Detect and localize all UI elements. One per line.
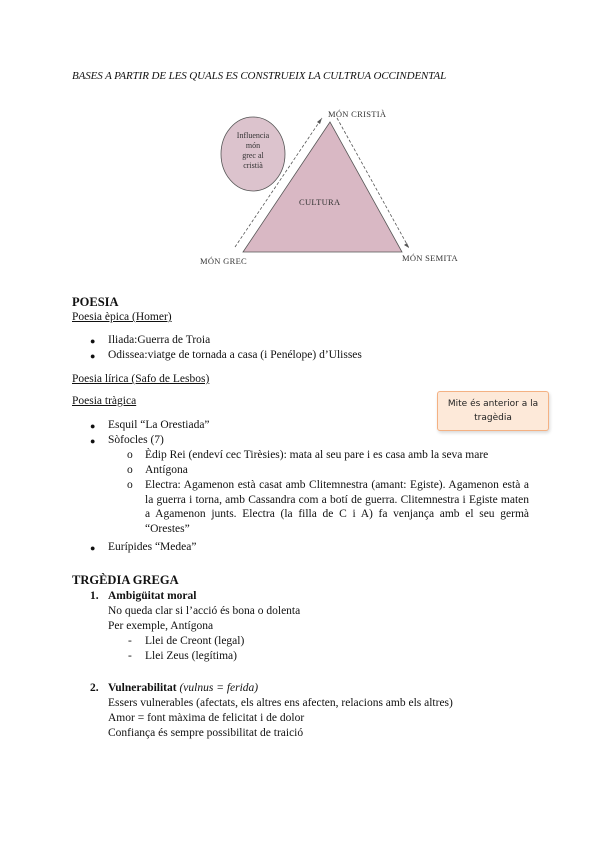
sub-bullet-o: o: [127, 479, 133, 491]
epica-item-odissea: Odissea:viatge de tornada a casa (i Penélope) d’Ulisses: [108, 349, 362, 361]
dash-bullet: -: [128, 650, 132, 662]
item2-line: Amor = font màxima de felicitat i de dolor: [108, 712, 305, 724]
dash-bullet: -: [128, 635, 132, 647]
item2-line: Essers vulnerables (afectats, els altres ens afecten, relacions amb els altres): [108, 697, 453, 709]
right-arrow-head: [404, 243, 409, 248]
poesia-heading: POESIA: [72, 295, 119, 309]
left-arrow-head: [317, 118, 322, 124]
sofocles-electra: Electra: Agamenon està casat amb Clitemnestra (amant: Egiste). Agamenon està a la guerra i torna, amb Cassandra com a botí de guerra. Clitemnestra i Egiste maten a Agamenon junts. Electra (la filla de C i A) fa venjança amb el seu germà “Orestes”: [145, 479, 529, 535]
label-cultura: CULTURA: [299, 197, 341, 207]
bullet-dot: ●: [90, 351, 96, 361]
tragica-sofocles: Sòfocles (7): [108, 434, 164, 446]
item2-note: (vulnus = ferida): [179, 682, 259, 694]
item2-number: 2.: [90, 682, 99, 694]
culture-diagram: [195, 105, 475, 270]
item1-dash: Llei Zeus (legítima): [145, 650, 237, 662]
bullet-dot: ●: [90, 436, 96, 446]
tragedia-heading: TRGÈDIA GREGA: [72, 573, 179, 587]
item1-title: Ambigüitat moral: [108, 590, 197, 602]
sub-bullet-o: o: [127, 464, 133, 476]
poesia-lirica-label: Poesia lírica (Safo de Lesbos): [72, 373, 210, 385]
item2-title: Vulnerabilitat: [108, 682, 177, 694]
item2-heading: [108, 681, 258, 696]
poesia-epica-label: Poesia èpica (Homer): [72, 311, 172, 323]
sofocles-edip: Èdip Rei (endeví cec Tirèsies): mata al seu pare i es casa amb la seva mare: [145, 449, 489, 461]
bullet-dot: ●: [90, 336, 96, 346]
poesia-tragica-label: Poesia tràgica: [72, 395, 137, 407]
item1-line: No queda clar si l’acció és bona o dolenta: [108, 605, 301, 617]
diagram-shapes: [195, 105, 475, 270]
epica-item-iliada: Iliada:Guerra de Troia: [108, 334, 211, 346]
label-mon-cristia: MÓN CRISTIÀ: [328, 109, 387, 119]
item1-dash: Llei de Creont (legal): [145, 635, 245, 647]
sub-bullet-o: o: [127, 449, 133, 461]
item1-number: 1.: [90, 590, 99, 602]
bullet-dot: ●: [90, 543, 96, 553]
sofocles-antigona: Antígona: [145, 464, 188, 476]
circle-label: Influencia món grec al cristià: [236, 131, 270, 170]
label-mon-grec: MÓN GREC: [200, 256, 248, 266]
tragica-esquil: Esquil “La Orestiada”: [108, 419, 210, 431]
label-mon-semita: MÓN SEMITA: [402, 253, 458, 263]
sticky-note: Mite és anterior a la tragèdia: [437, 391, 549, 431]
item2-line: Confiança és sempre possibilitat de traició: [108, 727, 304, 739]
bullet-dot: ●: [90, 421, 96, 431]
page-title: BASES A PARTIR DE LES QUALS ES CONSTRUEIX LA CULTRUA OCCINDENTAL: [72, 70, 447, 82]
tragica-euripides: Eurípides “Medea”: [108, 541, 197, 553]
item1-line: Per exemple, Antígona: [108, 620, 214, 632]
